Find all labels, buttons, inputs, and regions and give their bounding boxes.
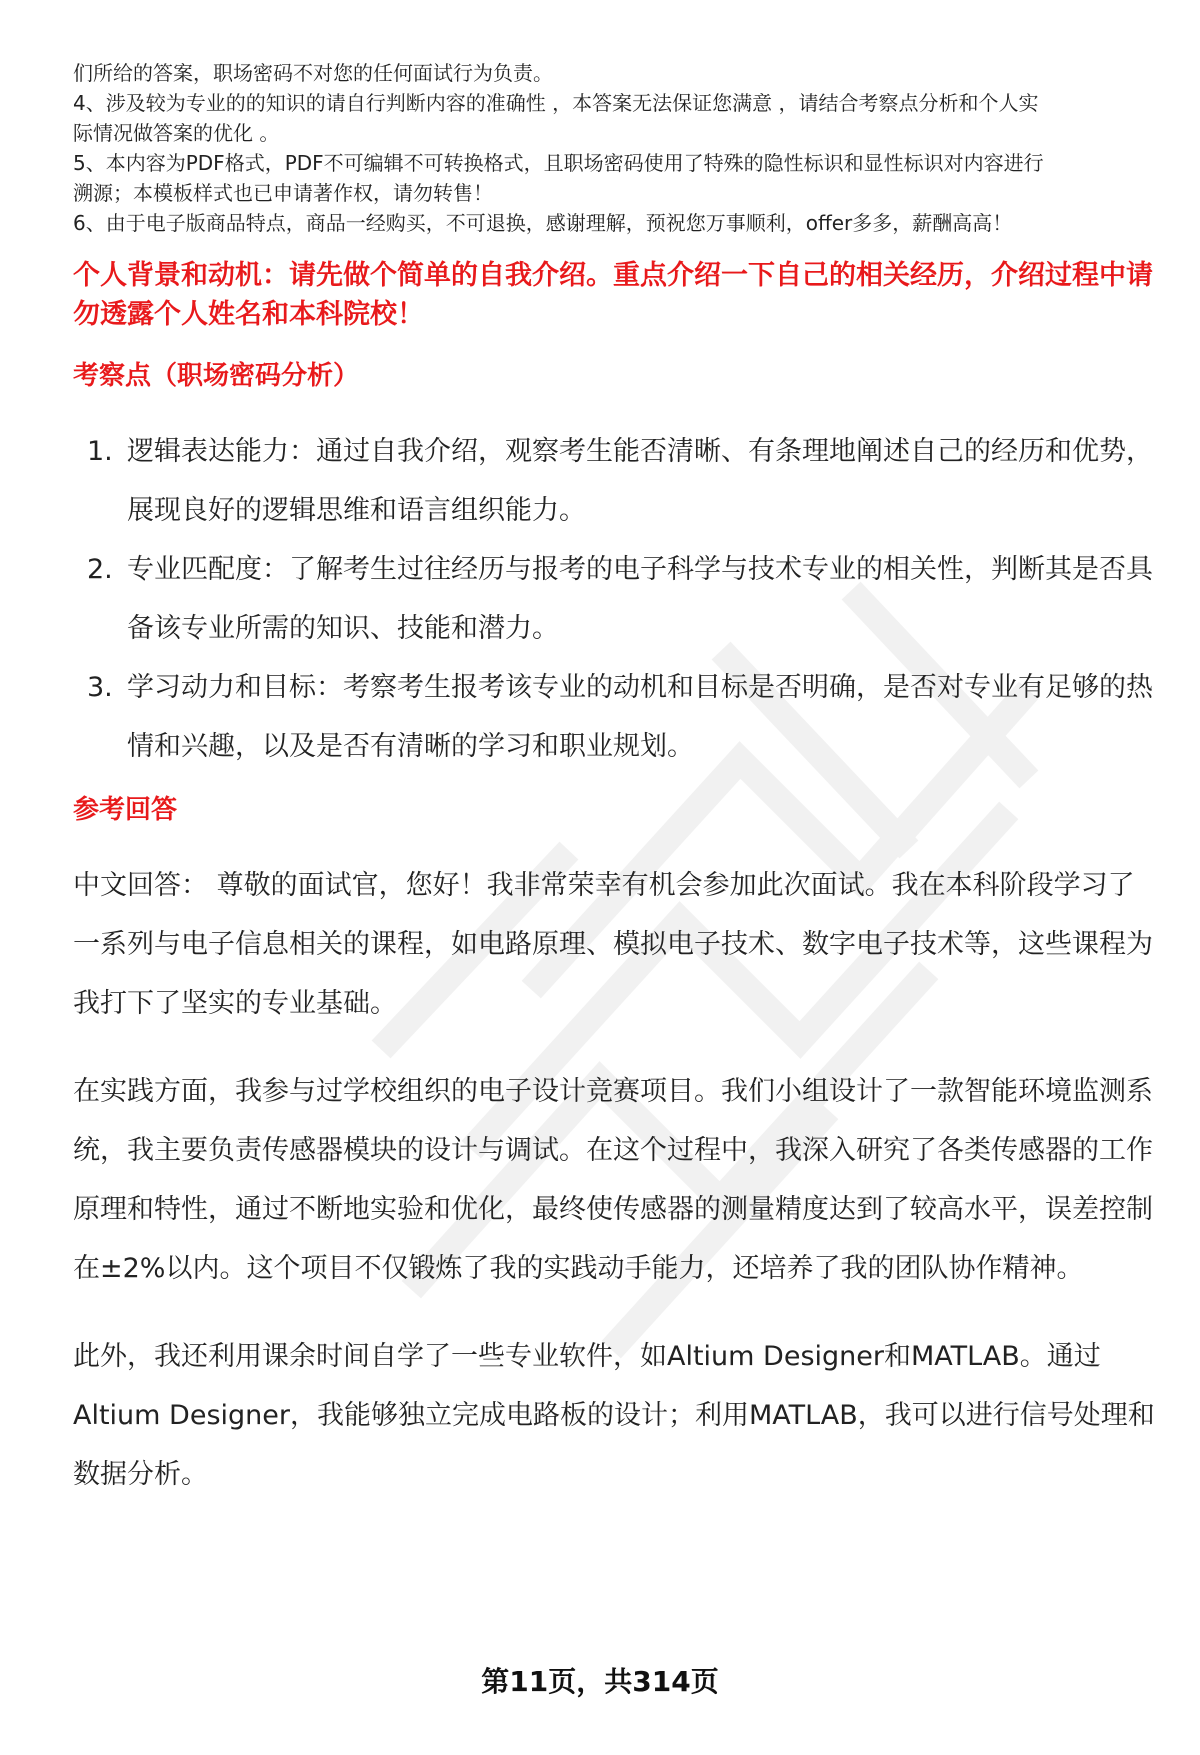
page-number: 第11页，共314页 xyxy=(481,1665,719,1698)
answer-paragraph: 中文回答： 尊敬的面试官，您好！我非常荣幸有机会参加此次面试。我在本科阶段学习了一系列与电子信息相关的课程，如电路原理、模拟电子技术、数字电子技术等，这些课程为我打下了坚实的专业基础。 xyxy=(73,870,1153,1019)
point-text: 专业匹配度：了解考生过往经历与报考的电子科学与技术专业的相关性，判断其是否具备该专业所需的知识、技能和潜力。 xyxy=(127,554,1153,644)
notice-line: 6、由于电子版商品特点，商品一经购买，不可退换，感谢理解，预祝您万事顺利，offer多多，薪酬高高！ xyxy=(73,211,1013,235)
notice-line: 们所给的答案，职场密码不对您的任何面试行为负责。 xyxy=(73,61,553,85)
notice-line: 溯源；本模板样式也已申请著作权，请勿转售！ xyxy=(73,181,493,205)
notice-block xyxy=(73,58,1158,238)
point-number: 2. xyxy=(87,554,113,585)
analysis-heading: 考察点（职场密码分析） xyxy=(73,361,360,391)
notice-line: 4、涉及较为专业的的知识的请自行判断内容的准确性 ，本答案无法保证您满意 ，请结合考察点分析和个人实 xyxy=(73,91,1039,115)
point-text: 逻辑表达能力：通过自我介绍，观察考生能否清晰、有条理地阐述自己的经历和优势，展现良好的逻辑思维和语言组织能力。 xyxy=(127,436,1153,526)
answer-paragraph: 在实践方面，我参与过学校组织的电子设计竞赛项目。我们小组设计了一款智能环境监测系统，我主要负责传感器模块的设计与调试。在这个过程中，我深入研究了各类传感器的工作原理和特性，通过不断地实验和优化，最终使传感器的测量精度达到了较高水平，误差控制在±2%以内。这个项目不仅锻炼了我的实践动手能力，还培养了我的团队协作精神。 xyxy=(73,1076,1153,1284)
analysis-point xyxy=(73,658,1158,776)
analysis-point xyxy=(73,422,1158,540)
page-content xyxy=(73,58,1158,1504)
analysis-point-list xyxy=(73,422,1158,776)
point-number: 3. xyxy=(87,672,113,703)
answer-paragraph: 此外，我还利用课余时间自学了一些专业软件，如Altium Designer和MATLAB。通过Altium Designer，我能够独立完成电路板的设计；利用MATLAB，我可以进行信号处理和数据分析。 xyxy=(73,1341,1155,1490)
answer-heading: 参考回答 xyxy=(73,795,178,825)
analysis-point xyxy=(73,540,1158,658)
point-number: 1. xyxy=(87,436,113,467)
point-text: 学习动力和目标：考察考生报考该专业的动机和目标是否明确，是否对专业有足够的热情和兴趣，以及是否有清晰的学习和职业规划。 xyxy=(127,672,1153,762)
question-title: 个人背景和动机：请先做个简单的自我介绍。重点介绍一下自己的相关经历，介绍过程中请勿透露个人姓名和本科院校！ xyxy=(73,260,1153,330)
notice-line: 5、本内容为PDF格式，PDF不可编辑不可转换格式，且职场密码使用了特殊的隐性标识和显性标识对内容进行 xyxy=(73,151,1044,175)
notice-line: 际情况做答案的优化 。 xyxy=(73,121,280,145)
